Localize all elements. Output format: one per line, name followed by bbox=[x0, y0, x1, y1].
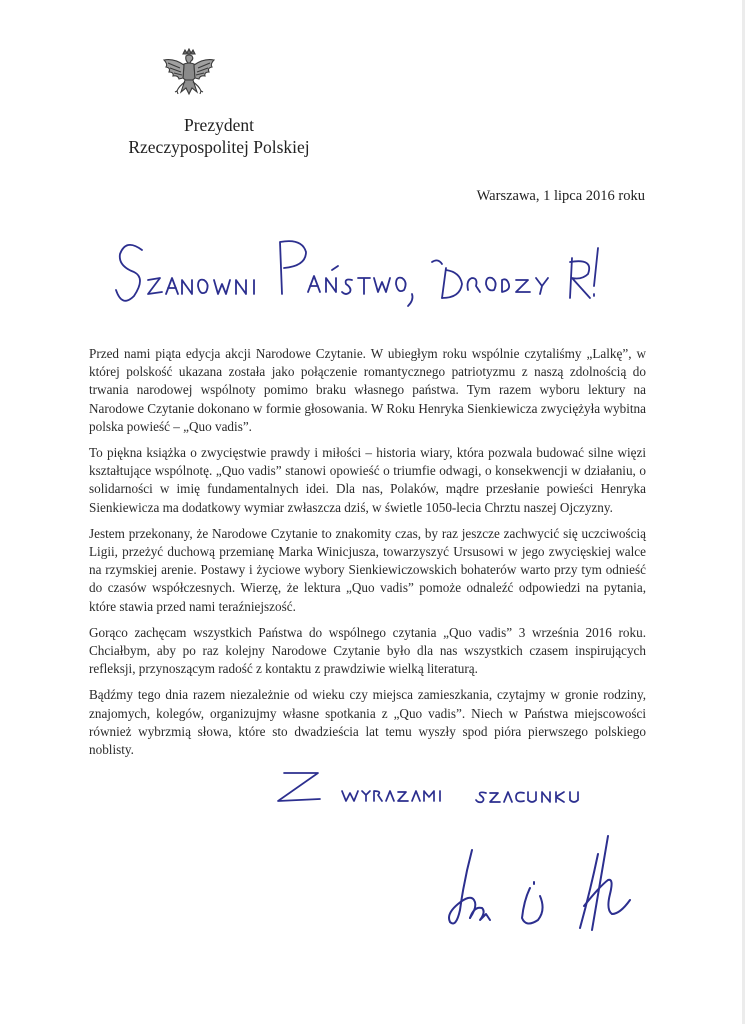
office-title bbox=[89, 114, 349, 158]
date-line: Warszawa, 1 lipca 2016 roku bbox=[476, 188, 645, 204]
body-paragraph-5: Bądźmy tego dnia razem niezależnie od wieku czy miejsca zamieszkania, czytajmy w gronie rodziny, znajomych, kolegów, organizujmy własne spotkania z „Quo vadis”. Niech w Państwa miejscowości również wybrzmią słowa, które sto dwadzieścia lat temu wyszły spod pióra pierwszego polskiego noblisty. bbox=[89, 687, 646, 758]
office-title-line2: Rzeczypospolitej Polskiej bbox=[128, 137, 310, 157]
body-paragraph-2: To piękna książka o zwycięstwie prawdy i miłości – historia wiary, która pozwala budować silne więzi kształtujące wspólnotę. „Quo vadis” stanowi opowieść o triumfie odwagi, o konsekwencji w działaniu, o solidarności w imię fundamentalnych idei. Dla nas, Polaków, mądre przesłanie powieści Henryka Sienkiewicza ma dodatkowy wymiar zwłaszcza dziś, w świetle 1050-lecia Chrztu naszej Ojczyzny. bbox=[89, 445, 646, 515]
body-paragraph-4: Gorąco zachęcam wszystkich Państwa do wspólnego czytania „Quo vadis” 3 września 2016 roku. Chciałbym, aby po raz kolejny Narodowe Czytanie było dla nas wszystkich czasem inspirujących refleksji, przynoszącym radość z kontaktu z prawdziwie wielką literaturą. bbox=[89, 624, 646, 677]
office-title-line1: Prezydent bbox=[184, 115, 254, 135]
letter-body bbox=[89, 345, 646, 767]
polish-eagle-icon bbox=[160, 48, 218, 110]
body-paragraph-3: Jestem przekonany, że Narodowe Czytanie to znakomity czas, by raz jeszcze zachwycić się uczciwością Ligii, przeżyć duchową przemianę Marka Winicjusza, towarzyszyć Ursusowi w jego zwycięskiej walce na rzymskiej arenie. Postawy i życiowe wybory Sienkiewiczowskich bohaterów warto przy tym odnieść do czasów współczesnych. Wierzę, że lektura „Quo vadis” pomoże odnaleźć odpowiedzi na pytania, które stawia przed nami teraźniejszość. bbox=[89, 525, 646, 614]
president-signature bbox=[430, 810, 650, 940]
handwritten-greeting bbox=[112, 228, 612, 318]
body-paragraph-1: Przed nami piąta edycja akcji Narodowe Czytanie. W ubiegłym roku wspólnie czytaliśmy „Lalkę”, w której polskość ukazana została jako połączenie romantycznego patriotyzmu z naszą zdolnością do trwania narodowej wspólnoty pomimo braku własnego państwa. Tym razem wyboru lektury na Narodowe Czytanie dokonano w formie głosowania. W Roku Henryka Sienkiewicza zwyciężyła wybitna polska powieść – „Quo vadis”. bbox=[89, 346, 646, 434]
